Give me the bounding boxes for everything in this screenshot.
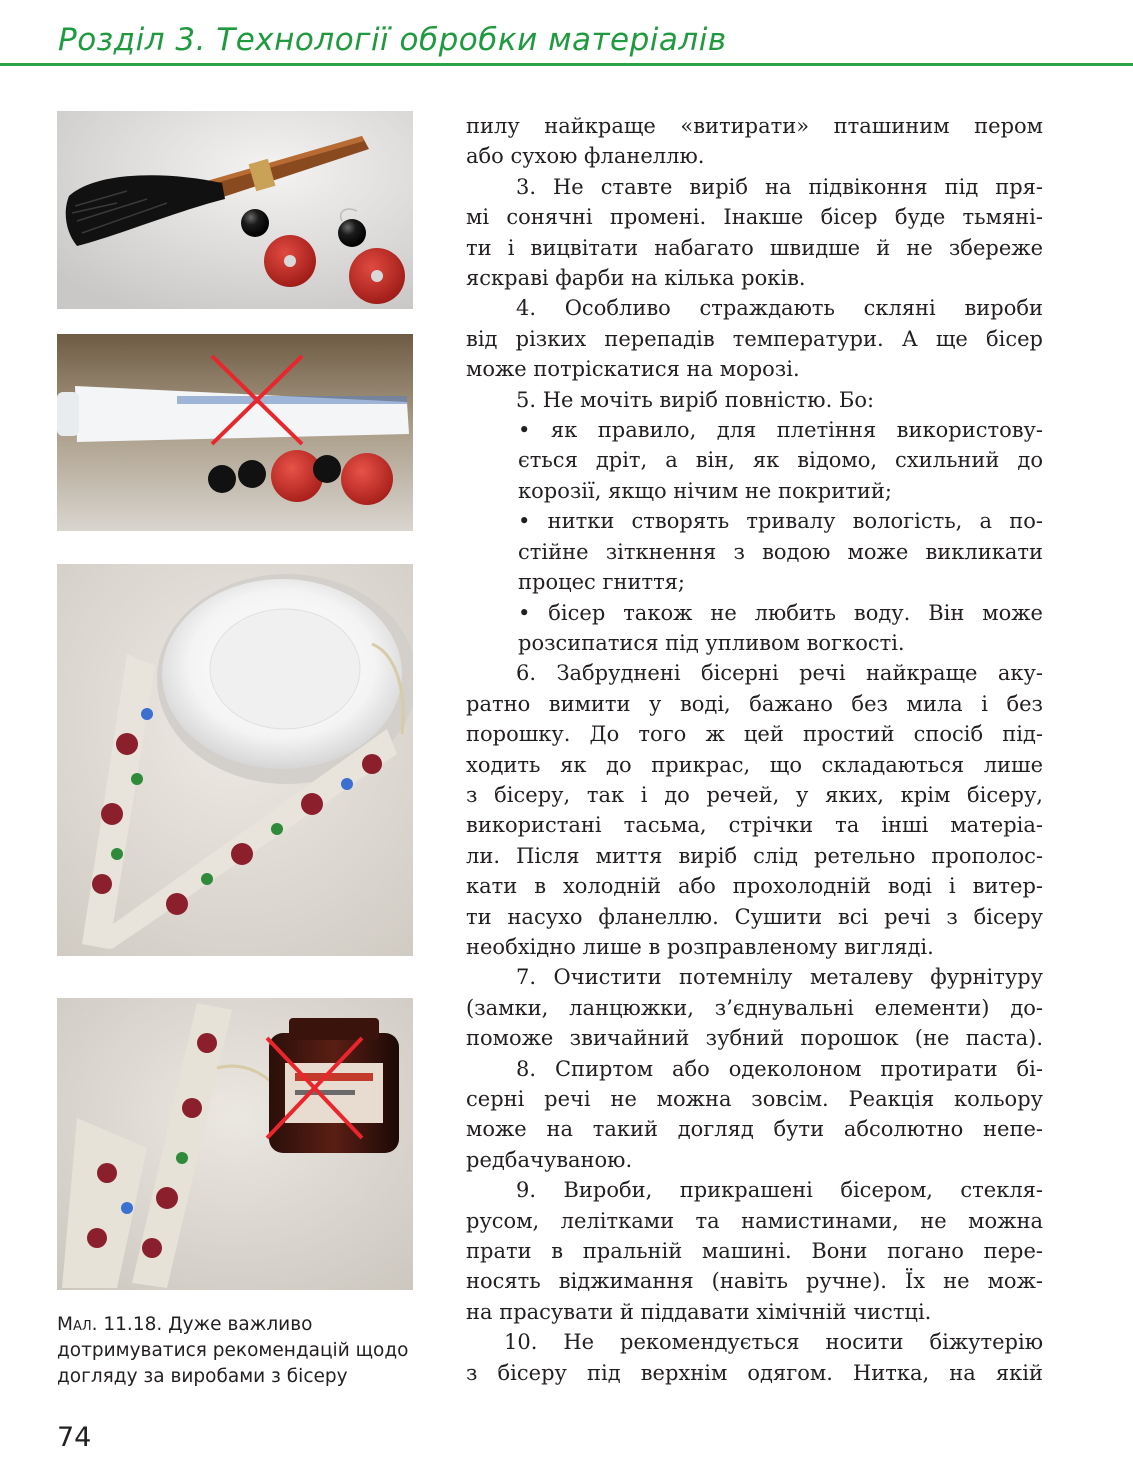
chapter-title: Розділ 3. Технології обробки матеріалів bbox=[58, 22, 727, 58]
body-line: процес гниття; bbox=[518, 570, 686, 595]
body-line: кати в холодній або прохолодній воді і витер- bbox=[466, 874, 1043, 899]
body-line: 8. Спиртом або одеколоном протирати бі- bbox=[516, 1056, 1043, 1081]
brush-and-earrings-photo bbox=[57, 111, 413, 309]
body-line: поможе звичайний зубний порошок (не паста). bbox=[466, 1026, 1043, 1051]
body-line: ється дріт, а він, як відомо, схильний до bbox=[518, 448, 1043, 473]
body-line: 3. Не ставте виріб на підвіконня під пря- bbox=[516, 174, 1043, 199]
body-line: з бісеру, так і до речей, у яких, крім бісеру, bbox=[466, 782, 1043, 807]
body-line: яскраві фарби на кілька років. bbox=[466, 266, 806, 291]
body-line: ти насухо фланеллю. Сушити всі речі з бісеру bbox=[466, 904, 1043, 929]
body-line: від різких перепадів температури. А ще бісер bbox=[466, 326, 1043, 351]
body-line: 4. Особливо страждають скляні вироби bbox=[516, 296, 1043, 321]
saucer-and-necklace-photo bbox=[57, 564, 413, 956]
body-line: стійне зіткнення з водою може викликати bbox=[518, 539, 1043, 564]
body-line: використані тасьма, стрічки та інші матеріа- bbox=[466, 813, 1043, 838]
body-line: порошку. До того ж цей простий спосіб під- bbox=[466, 722, 1043, 747]
figure-caption bbox=[57, 1312, 417, 1390]
alcohol-bottle-crossed-photo bbox=[57, 998, 413, 1290]
body-line: може на такий догляд бути абсолютно непе- bbox=[466, 1117, 1043, 1142]
page-number: 74 bbox=[57, 1422, 92, 1453]
body-line: може потріскатися на морозі. bbox=[466, 357, 800, 382]
caption-line: догляду за виробами з бісеру bbox=[57, 1366, 348, 1387]
body-line: ходить як до прикрас, що складаються лише bbox=[466, 752, 1043, 777]
body-line: серні речі не можна зовсім. Реакція кольору bbox=[466, 1087, 1043, 1111]
body-line: • нитки створять тривалу вологість, а по- bbox=[518, 509, 1043, 534]
caption-line: дотримуватися рекомендацій щодо bbox=[57, 1340, 409, 1361]
body-line: 9. Вироби, прикрашені бісером, стекля- bbox=[516, 1178, 1043, 1203]
body-line: • як правило, для плетіння використову- bbox=[518, 418, 1043, 443]
body-line: мі сонячні промені. Інакше бісер буде тьмяні- bbox=[466, 205, 1043, 230]
body-line: прати в пральній машині. Вони погано пере- bbox=[466, 1239, 1043, 1264]
body-line: розсипатися під упливом вогкості. bbox=[518, 630, 905, 655]
caption-line: Дуже важливо bbox=[162, 1314, 313, 1335]
caption-label: Мал. 11.18. bbox=[57, 1314, 163, 1335]
body-text bbox=[466, 111, 1043, 1388]
body-line: на прасувати й піддавати хімічній чистці. bbox=[466, 1299, 932, 1324]
body-line: пилу найкраще «витирати» пташиним пером bbox=[466, 114, 1043, 138]
header-divider bbox=[0, 63, 1133, 66]
body-line: носять віджимання (навіть ручне). Їх не мож- bbox=[466, 1269, 1043, 1294]
body-line: ти і вицвітати набагато швидше й не збереже bbox=[466, 235, 1043, 260]
body-line: редбачуваною. bbox=[466, 1147, 633, 1172]
toothpaste-crossed-photo bbox=[57, 334, 413, 531]
body-line: 10. Не рекомендується носити біжутерію bbox=[504, 1330, 1043, 1355]
body-line: 5. Не мочіть виріб повністю. Бо: bbox=[516, 387, 875, 412]
body-line: (замки, ланцюжки, з’єднувальні елементи) до- bbox=[466, 995, 1043, 1020]
body-line: або сухою фланеллю. bbox=[466, 144, 705, 169]
body-line: корозії, якщо нічим не покритий; bbox=[518, 478, 892, 503]
body-line: 6. Забруднені бісерні речі найкраще аку- bbox=[516, 661, 1043, 686]
body-line: з бісеру під верхнім одягом. Нитка, на якій bbox=[466, 1360, 1043, 1385]
body-line: русом, лелітками та намистинами, не можна bbox=[466, 1208, 1043, 1233]
body-line: • бісер також не любить воду. Він може bbox=[518, 600, 1043, 625]
body-line: ли. Після миття виріб слід ретельно прополос- bbox=[466, 843, 1043, 868]
body-line: необхідно лише в розправленому вигляді. bbox=[466, 934, 934, 959]
body-line: 7. Очистити потемнілу металеву фурнітуру bbox=[516, 965, 1043, 990]
body-line: ратно вимити у воді, бажано без мила і без bbox=[466, 691, 1043, 716]
